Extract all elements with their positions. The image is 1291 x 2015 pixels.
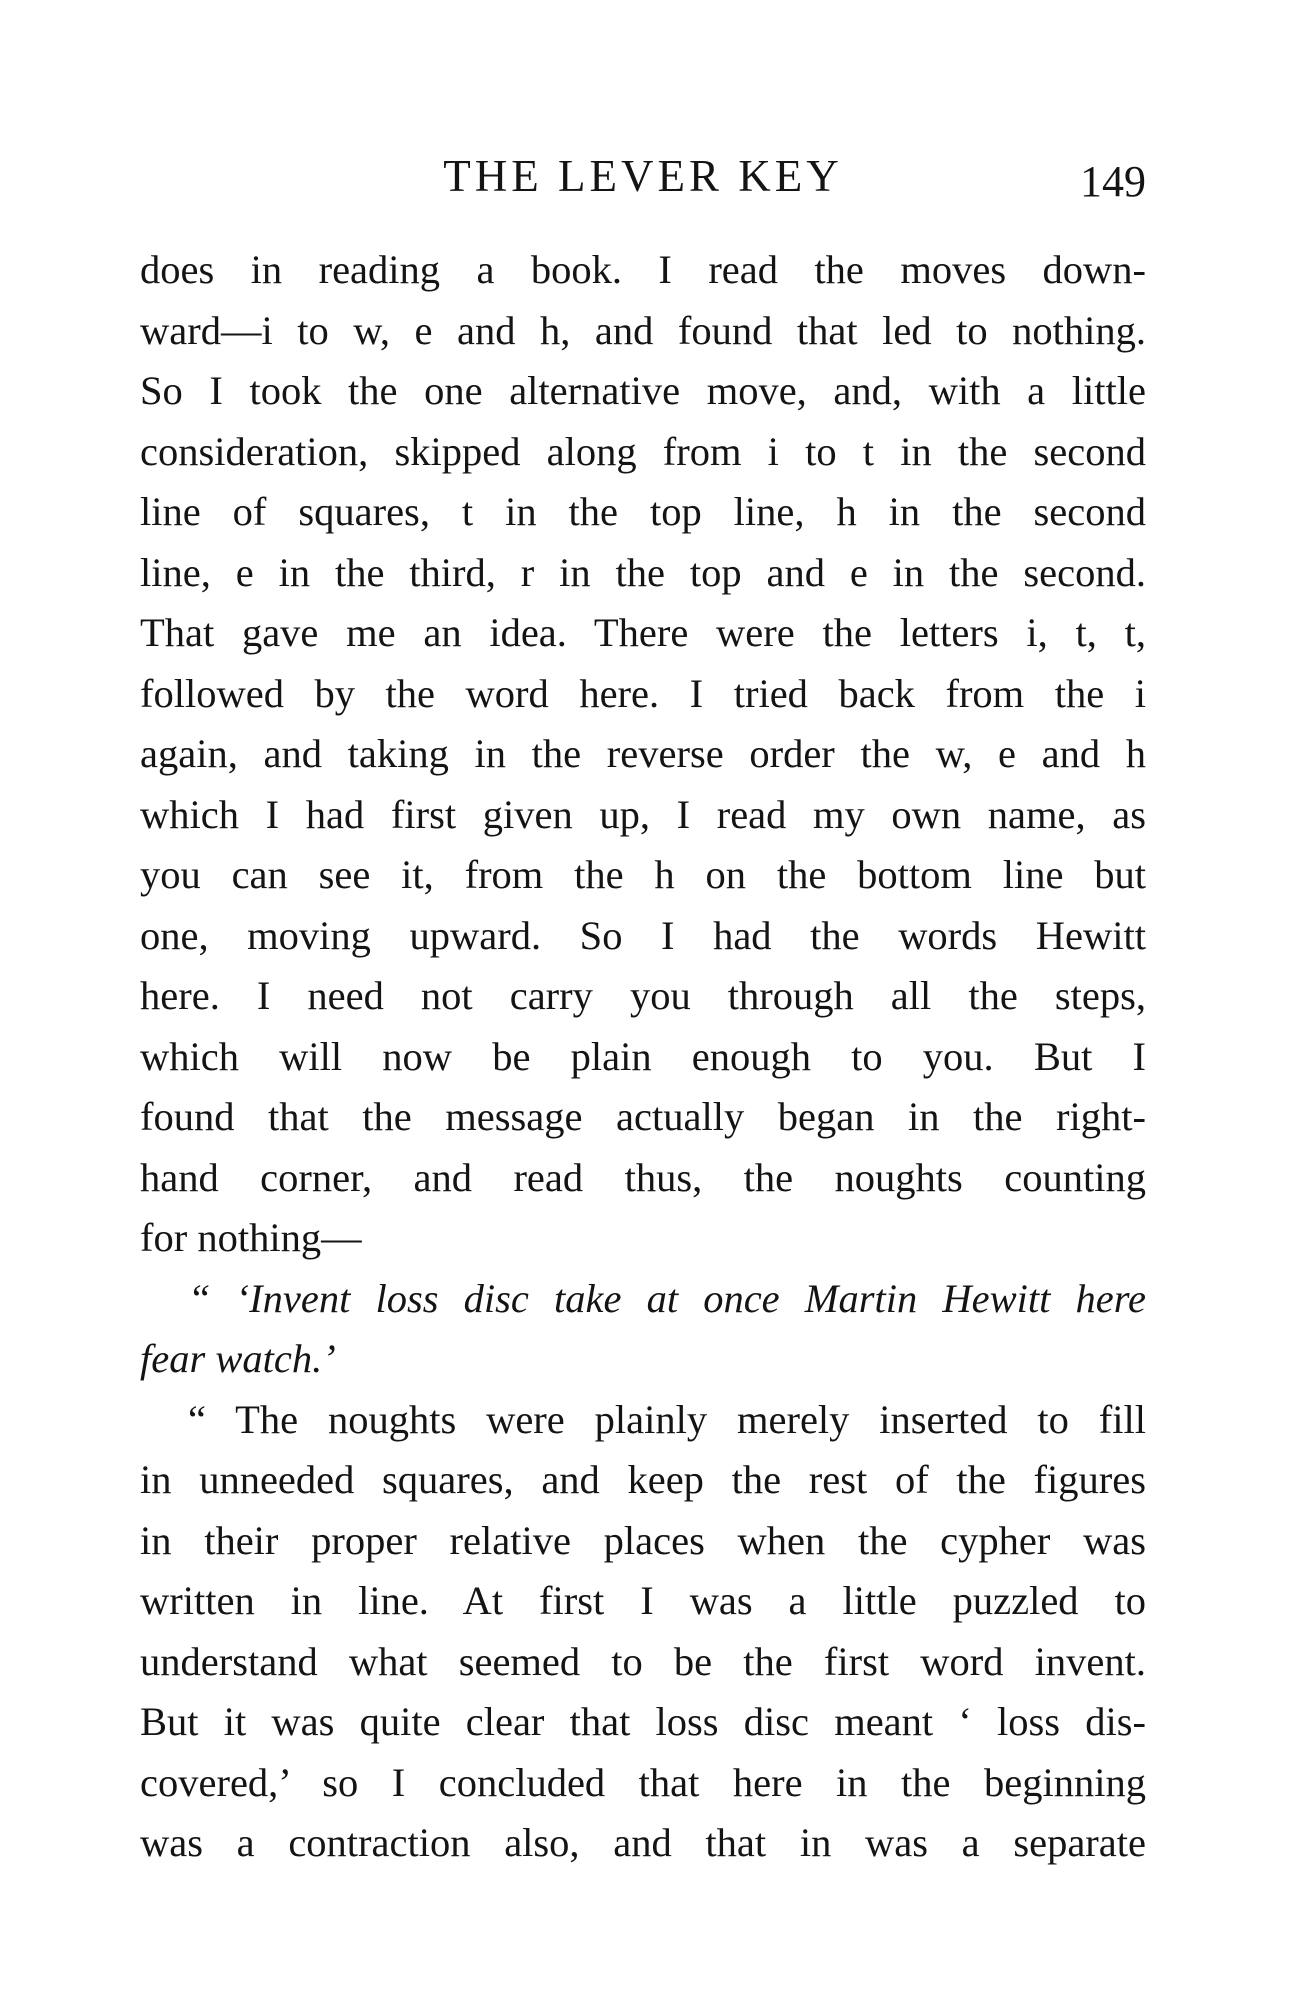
text-line: in unneeded squares, and keep the rest of the figures xyxy=(140,1457,1146,1502)
paragraph-1 xyxy=(140,240,1146,1269)
text-line: one, moving upward. So I had the words Hewitt xyxy=(140,912,1146,958)
text-line: So I took the one alternative move, and, with a little xyxy=(140,368,1146,413)
running-title: THE LEVER KEY xyxy=(443,151,843,201)
text-line: does in reading a book. I read the moves down- xyxy=(140,247,1146,292)
text-line: in their proper relative places when the cypher was xyxy=(140,1517,1146,1563)
text-line: But it was quite clear that loss disc meant ‘ loss dis- xyxy=(140,1699,1146,1744)
page-number: 149 xyxy=(1080,157,1146,206)
text-line: ward—i to w, e and h, and found that led to nothing. xyxy=(140,307,1146,353)
text-line: line of squares, t in the top line, h in the second xyxy=(140,489,1146,534)
text-line: That gave me an idea. There were the letters i, t, t, xyxy=(140,610,1146,655)
text-line: found that the message actually began in the right- xyxy=(140,1094,1146,1139)
text-line: consideration, skipped along from i to t in the second xyxy=(140,428,1146,474)
body-text xyxy=(140,240,1146,1874)
text-line: line, e in the third, r in the top and e in the second. xyxy=(140,549,1146,595)
running-head xyxy=(140,150,1146,210)
paragraph-2 xyxy=(140,1390,1146,1874)
text-line: which I had first given up, I read my own name, as xyxy=(140,791,1146,837)
quoted-message xyxy=(140,1269,1146,1390)
text-line: followed by the word here. I tried back from the i xyxy=(140,670,1146,716)
text-line: you can see it, from the h on the bottom line but xyxy=(140,852,1146,897)
quote-line: “ ‘Invent loss disc take at once Martin Hewitt here xyxy=(188,1275,1146,1321)
text-line: covered,’ so I concluded that here in the beginning xyxy=(140,1759,1146,1805)
text-line: “ The noughts were plainly merely inserted to fill xyxy=(188,1396,1146,1442)
text-line: hand corner, and read thus, the noughts counting xyxy=(140,1154,1146,1200)
text-line: for nothing— xyxy=(140,1215,362,1260)
text-line: understand what seemed to be the first word invent. xyxy=(140,1638,1146,1684)
quote-line: fear watch.’ xyxy=(140,1336,336,1381)
text-line: again, and taking in the reverse order the w, e and h xyxy=(140,731,1146,776)
text-line: was a contraction also, and that in was a separate xyxy=(140,1820,1146,1865)
text-line: written in line. At first I was a little puzzled to xyxy=(140,1578,1146,1623)
text-line: which will now be plain enough to you. But I xyxy=(140,1033,1146,1079)
text-line: here. I need not carry you through all the steps, xyxy=(140,973,1146,1018)
